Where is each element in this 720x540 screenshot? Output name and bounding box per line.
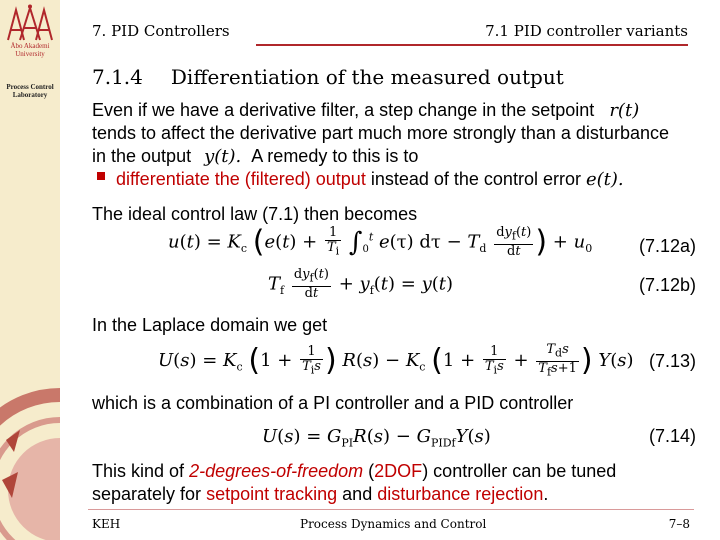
text: ) controller can be tuned bbox=[422, 461, 617, 481]
math-symbol: e(t). bbox=[585, 169, 624, 190]
subsection-heading bbox=[92, 65, 564, 89]
text-red: 2DOF bbox=[374, 461, 423, 481]
subsection-title: Differentiation of the measured output bbox=[170, 65, 564, 89]
equation-7-14: $U(s) = G_{PI}R(s) - G_{PIDf}Y(s)$ bbox=[262, 426, 491, 450]
page-number: 7–8 bbox=[668, 517, 690, 531]
equation-number: (7.12b) bbox=[638, 275, 696, 295]
text-red: differentiate the (filtered) output bbox=[116, 169, 366, 189]
equation-number: (7.12a) bbox=[638, 236, 696, 256]
math-symbol: r(t) bbox=[609, 100, 640, 121]
equation-number: (7.13) bbox=[648, 351, 696, 371]
equation-7-13: $U(s) = K_c$ (1 + $\frac{1}{T_is}$ ) $R(s) - K_c$ (1 + $\frac{1}{T_is}$ + $\frac{T_ds}{T_fs+1}$ ) Y(s) bbox=[158, 342, 634, 379]
equation-number: (7.14) bbox=[648, 426, 696, 446]
text: tends to affect the derivative part much more strongly than a disturbance bbox=[92, 123, 669, 143]
section-title: 7.1 PID controller variants bbox=[485, 22, 688, 40]
text: separately for bbox=[92, 484, 202, 504]
equation-7-12a: $u(t) = K_c$ (e(t) + $\frac{1}{T_i}$ $\int_0^t$ e(τ) $d\tau - T_d$ $\frac{dy_f(t)}{dt}$ ) + $u_0$ bbox=[168, 224, 593, 260]
text: Even if we have a derivative filter, a step change in the setpoint bbox=[92, 100, 595, 120]
paragraph-line bbox=[92, 122, 669, 145]
header-divider bbox=[256, 44, 688, 46]
text-red: disturbance rejection bbox=[377, 484, 544, 504]
text-red: 2-degrees-of-freedom bbox=[189, 461, 364, 481]
text: instead of the control error bbox=[370, 169, 581, 189]
footer-author: KEH bbox=[92, 517, 121, 531]
text-red: setpoint tracking bbox=[206, 484, 338, 504]
sidebar bbox=[0, 0, 60, 540]
text: This kind of bbox=[92, 461, 185, 481]
footer-divider bbox=[88, 509, 694, 510]
paragraph-line bbox=[92, 99, 639, 122]
text: and bbox=[342, 484, 373, 504]
footer-course: Process Dynamics and Control bbox=[300, 517, 487, 531]
university-logo bbox=[2, 4, 58, 42]
subsection-number: 7.1.4 bbox=[92, 65, 143, 89]
bullet-marker bbox=[97, 172, 105, 180]
chapter-title: 7. PID Controllers bbox=[92, 22, 230, 40]
bullet-item bbox=[116, 168, 624, 191]
lab-name: Process Control Laboratory bbox=[6, 83, 54, 99]
seal-watermark bbox=[0, 380, 60, 540]
paragraph-line bbox=[92, 483, 548, 506]
paragraph-line bbox=[92, 460, 616, 483]
text: A remedy to this is to bbox=[251, 146, 419, 166]
equation-7-12b: $T_f$ $\frac{dy_f(t)}{dt}$ + $y_f(t) = y(t)$ bbox=[268, 267, 454, 301]
university-name: Åbo Akademi University bbox=[10, 42, 50, 58]
math-symbol: y(t). bbox=[204, 146, 242, 167]
paragraph: The ideal control law (7.1) then becomes bbox=[92, 204, 418, 224]
paragraph-line bbox=[92, 145, 418, 168]
text: . bbox=[543, 484, 549, 504]
paragraph: which is a combination of a PI controller and a PID controller bbox=[92, 393, 574, 413]
paragraph: In the Laplace domain we get bbox=[92, 315, 328, 335]
text: ( bbox=[368, 461, 375, 481]
text: in the output bbox=[92, 146, 192, 166]
